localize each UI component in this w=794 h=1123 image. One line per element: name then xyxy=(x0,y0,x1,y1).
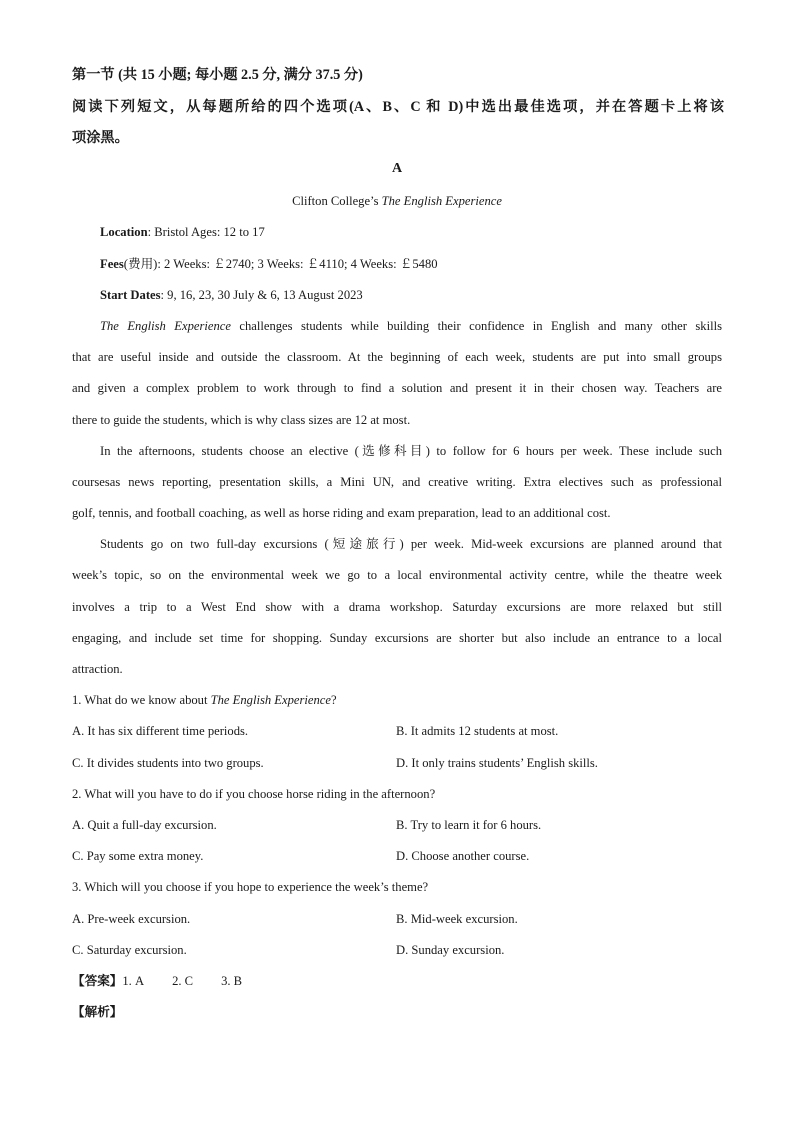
question-1-stem xyxy=(72,692,722,708)
info-start-dates xyxy=(100,287,722,303)
question-1-options-row-2 xyxy=(72,755,722,771)
analysis-tag: 【解析】 xyxy=(72,1005,123,1019)
start-label: Start Dates xyxy=(100,288,161,302)
paragraph-1-line-4: there to guide the students, which is why class sizes are 12 at most. xyxy=(72,413,411,427)
question-1-prefix: 1. What do we know about xyxy=(72,693,211,707)
location-value: : Bristol Ages: 12 to 17 xyxy=(147,225,265,239)
question-3-option-a[interactable]: A. Pre-week excursion. xyxy=(72,912,191,926)
answer-line xyxy=(72,973,722,989)
title-italic: The English Experience xyxy=(381,194,502,208)
answer-item-2: 2. C xyxy=(172,974,194,988)
start-value: : 9, 16, 23, 30 July & 6, 13 August 2023 xyxy=(160,288,363,302)
question-1-option-d[interactable]: D. It only trains students’ English skills. xyxy=(396,756,598,770)
question-1-italic: The English Experience xyxy=(210,693,331,707)
fees-label: Fees xyxy=(100,257,124,271)
answer-item-1: 1. A xyxy=(122,974,145,988)
question-2-option-c[interactable]: C. Pay some extra money. xyxy=(72,849,204,863)
question-3-options-row-2 xyxy=(72,942,722,958)
paragraph-2-line-3: golf, tennis, and football coaching, as well as horse riding and exam preparation, lead to an additional cost. xyxy=(72,506,611,520)
instruction-line-1: 阅读下列短文，从每题所给的四个选项(A、B、C 和 D)中选出最佳选项，并在答题卡上将该 xyxy=(72,99,724,115)
paragraph-1-italic: The English Experience xyxy=(100,319,231,333)
paragraph-3-line-3: involves a trip to a West End show with a drama workshop. Saturday excursions are more relaxed but still xyxy=(72,600,722,614)
section-heading: 第一节 (共 15 小题; 每小题 2.5 分, 满分 37.5 分) xyxy=(72,67,363,83)
instruction-line-2: 项涂黑。 xyxy=(72,130,129,146)
passage-letter: A xyxy=(391,161,403,176)
paragraph-1-line-2: that are useful inside and outside the classroom. At the beginning of each week, students are put into small groups xyxy=(72,350,722,364)
answer-item-3: 3. B xyxy=(221,974,243,988)
question-3-stem: 3. Which will you choose if you hope to experience the week’s theme? xyxy=(72,880,429,894)
answer-tag: 【答案】 xyxy=(72,974,123,988)
question-2-option-a[interactable]: A. Quit a full-day excursion. xyxy=(72,818,217,832)
location-label: Location xyxy=(100,225,148,239)
passage-title xyxy=(0,193,794,209)
paragraph-3-line-5: attraction. xyxy=(72,662,123,676)
question-3-option-c[interactable]: C. Saturday excursion. xyxy=(72,943,187,957)
paragraph-2-line-1: In the afternoons, students choose an elective (选修科目) to follow for 6 hours per week. These include such xyxy=(100,444,722,458)
title-prefix: Clifton College’s xyxy=(292,194,382,208)
question-1-suffix: ? xyxy=(330,693,337,707)
question-2-option-d[interactable]: D. Choose another course. xyxy=(396,849,530,863)
question-2-stem: 2. What will you have to do if you choose horse riding in the afternoon? xyxy=(72,787,436,801)
question-3-option-d[interactable]: D. Sunday excursion. xyxy=(396,943,505,957)
paragraph-3-line-2: week’s topic, so on the environmental week we go to a local environmental activity centre, while the theatre week xyxy=(72,568,722,582)
question-3-option-b[interactable]: B. Mid-week excursion. xyxy=(396,912,518,926)
paragraph-1-line-1 xyxy=(100,318,722,334)
question-3-options-row-1 xyxy=(72,911,722,927)
paragraph-3-line-4: engaging, and include set time for shopping. Sunday excursions are shorter but also include an entrance to a local xyxy=(72,631,722,645)
question-2-option-b[interactable]: B. Try to learn it for 6 hours. xyxy=(396,818,542,832)
info-location xyxy=(100,224,722,240)
paragraph-3-line-1: Students go on two full-day excursions (短途旅行) per week. Mid-week excursions are planned around that xyxy=(100,537,722,551)
paragraph-1-text: challenges students while building their confidence in English and many other skills xyxy=(230,319,722,333)
question-1-option-a[interactable]: A. It has six different time periods. xyxy=(72,724,249,738)
paragraph-2-line-2: coursesas news reporting, presentation skills, a Mini UN, and creative writing. Extra electives such as professional xyxy=(72,475,722,489)
question-1-option-c[interactable]: C. It divides students into two groups. xyxy=(72,756,264,770)
question-1-option-b[interactable]: B. It admits 12 students at most. xyxy=(396,724,559,738)
question-1-options-row-1 xyxy=(72,723,722,739)
fees-value: (费用): 2 Weeks: ￡2740; 3 Weeks: ￡4110; 4 Weeks: ￡5480 xyxy=(123,257,438,271)
info-fees xyxy=(100,256,722,272)
question-2-options-row-1 xyxy=(72,817,722,833)
question-2-options-row-2 xyxy=(72,848,722,864)
paragraph-1-line-3: and given a complex problem to work through to find a solution and present it in their chosen way. Teachers are xyxy=(72,381,722,395)
